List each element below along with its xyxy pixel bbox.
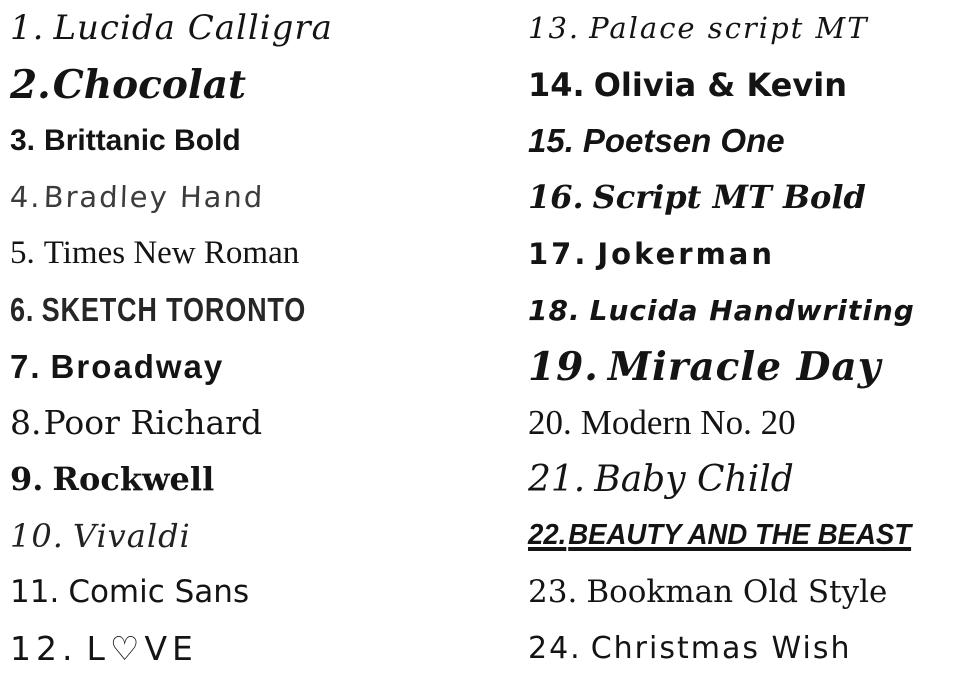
font-list-item [10,0,490,56]
font-list-item [10,282,490,338]
font-name: Modern No. 20 [580,402,796,442]
font-list-item [10,564,490,620]
font-name: Chocolat [52,61,246,108]
item-number: 21. [528,458,586,500]
font-name: Lucida Calligra [53,8,333,49]
font-list-item [528,282,970,338]
item-number: 15. [528,121,574,159]
item-number: 3. [10,123,36,157]
font-name: Broadway [50,347,225,385]
item-number: 11. [10,574,60,611]
item-number: 8. [10,403,42,443]
font-name: L♡VE [86,628,198,668]
item-number: 9. [10,460,44,499]
font-name: Comic Sans [68,574,250,611]
font-name: Script MT Bold [592,178,866,217]
font-list-item [528,564,970,620]
font-list-item [528,226,970,282]
font-list-item [528,169,970,225]
font-list-item [528,338,970,394]
font-name: Jokerman [597,236,775,271]
font-list-column-left [10,0,490,677]
item-number: 24. [528,630,582,666]
font-list-item [10,620,490,676]
font-list-item [10,113,490,169]
item-number: 10. [10,516,64,555]
font-list-item [528,395,970,451]
font-name: Brittanic Bold [44,123,241,157]
item-number: 22. [528,519,567,552]
font-list-item [528,620,970,676]
font-name: Baby Child [594,458,794,500]
font-name: Rockwell [52,460,215,499]
font-name: Olivia & Kevin [593,65,847,104]
item-number: 23. [528,574,578,611]
item-number: 14. [528,65,585,104]
item-number: 7. [10,347,42,385]
font-name: Times New Roman [43,235,300,272]
font-name: BEAUTY AND THE BEAST [568,519,912,552]
item-number: 2. [10,61,51,108]
item-number: 4. [9,180,43,215]
font-name: Miracle Day [607,343,882,390]
item-number: 19. [528,343,599,390]
font-list-item [10,226,490,282]
font-list-item [10,508,490,564]
font-name: Lucida Handwriting [589,293,915,327]
font-list-item [528,0,970,56]
font-list-item [10,56,490,112]
item-number: 18. [528,293,581,327]
font-list-column-right [528,0,970,677]
font-list-item [528,451,970,507]
font-list-item [528,113,970,169]
font-list-item [10,169,490,225]
font-name: Palace script MT [589,11,869,46]
font-name: Bookman Old Style [586,574,888,611]
item-number: 12. [10,628,78,668]
font-name: Vivaldi [72,516,191,555]
item-number: 5. [10,235,35,272]
item-number: 16. [528,178,584,217]
item-number: 1. [10,8,45,49]
font-list-item [528,508,970,564]
item-number: 13. [528,11,581,46]
font-list-item [10,338,490,394]
font-name: Poor Richard [43,403,263,443]
font-name: Poetsen One [582,121,785,159]
font-list-item [10,395,490,451]
font-list-item [528,56,970,112]
font-list-item [10,451,490,507]
font-name: SKETCH TORONTO [41,291,307,329]
font-name: Christmas Wish [590,630,852,666]
item-number: 20. [528,402,572,442]
item-number: 17. [528,236,589,271]
font-name: Bradley Hand [43,180,265,215]
item-number: 6. [10,291,35,329]
